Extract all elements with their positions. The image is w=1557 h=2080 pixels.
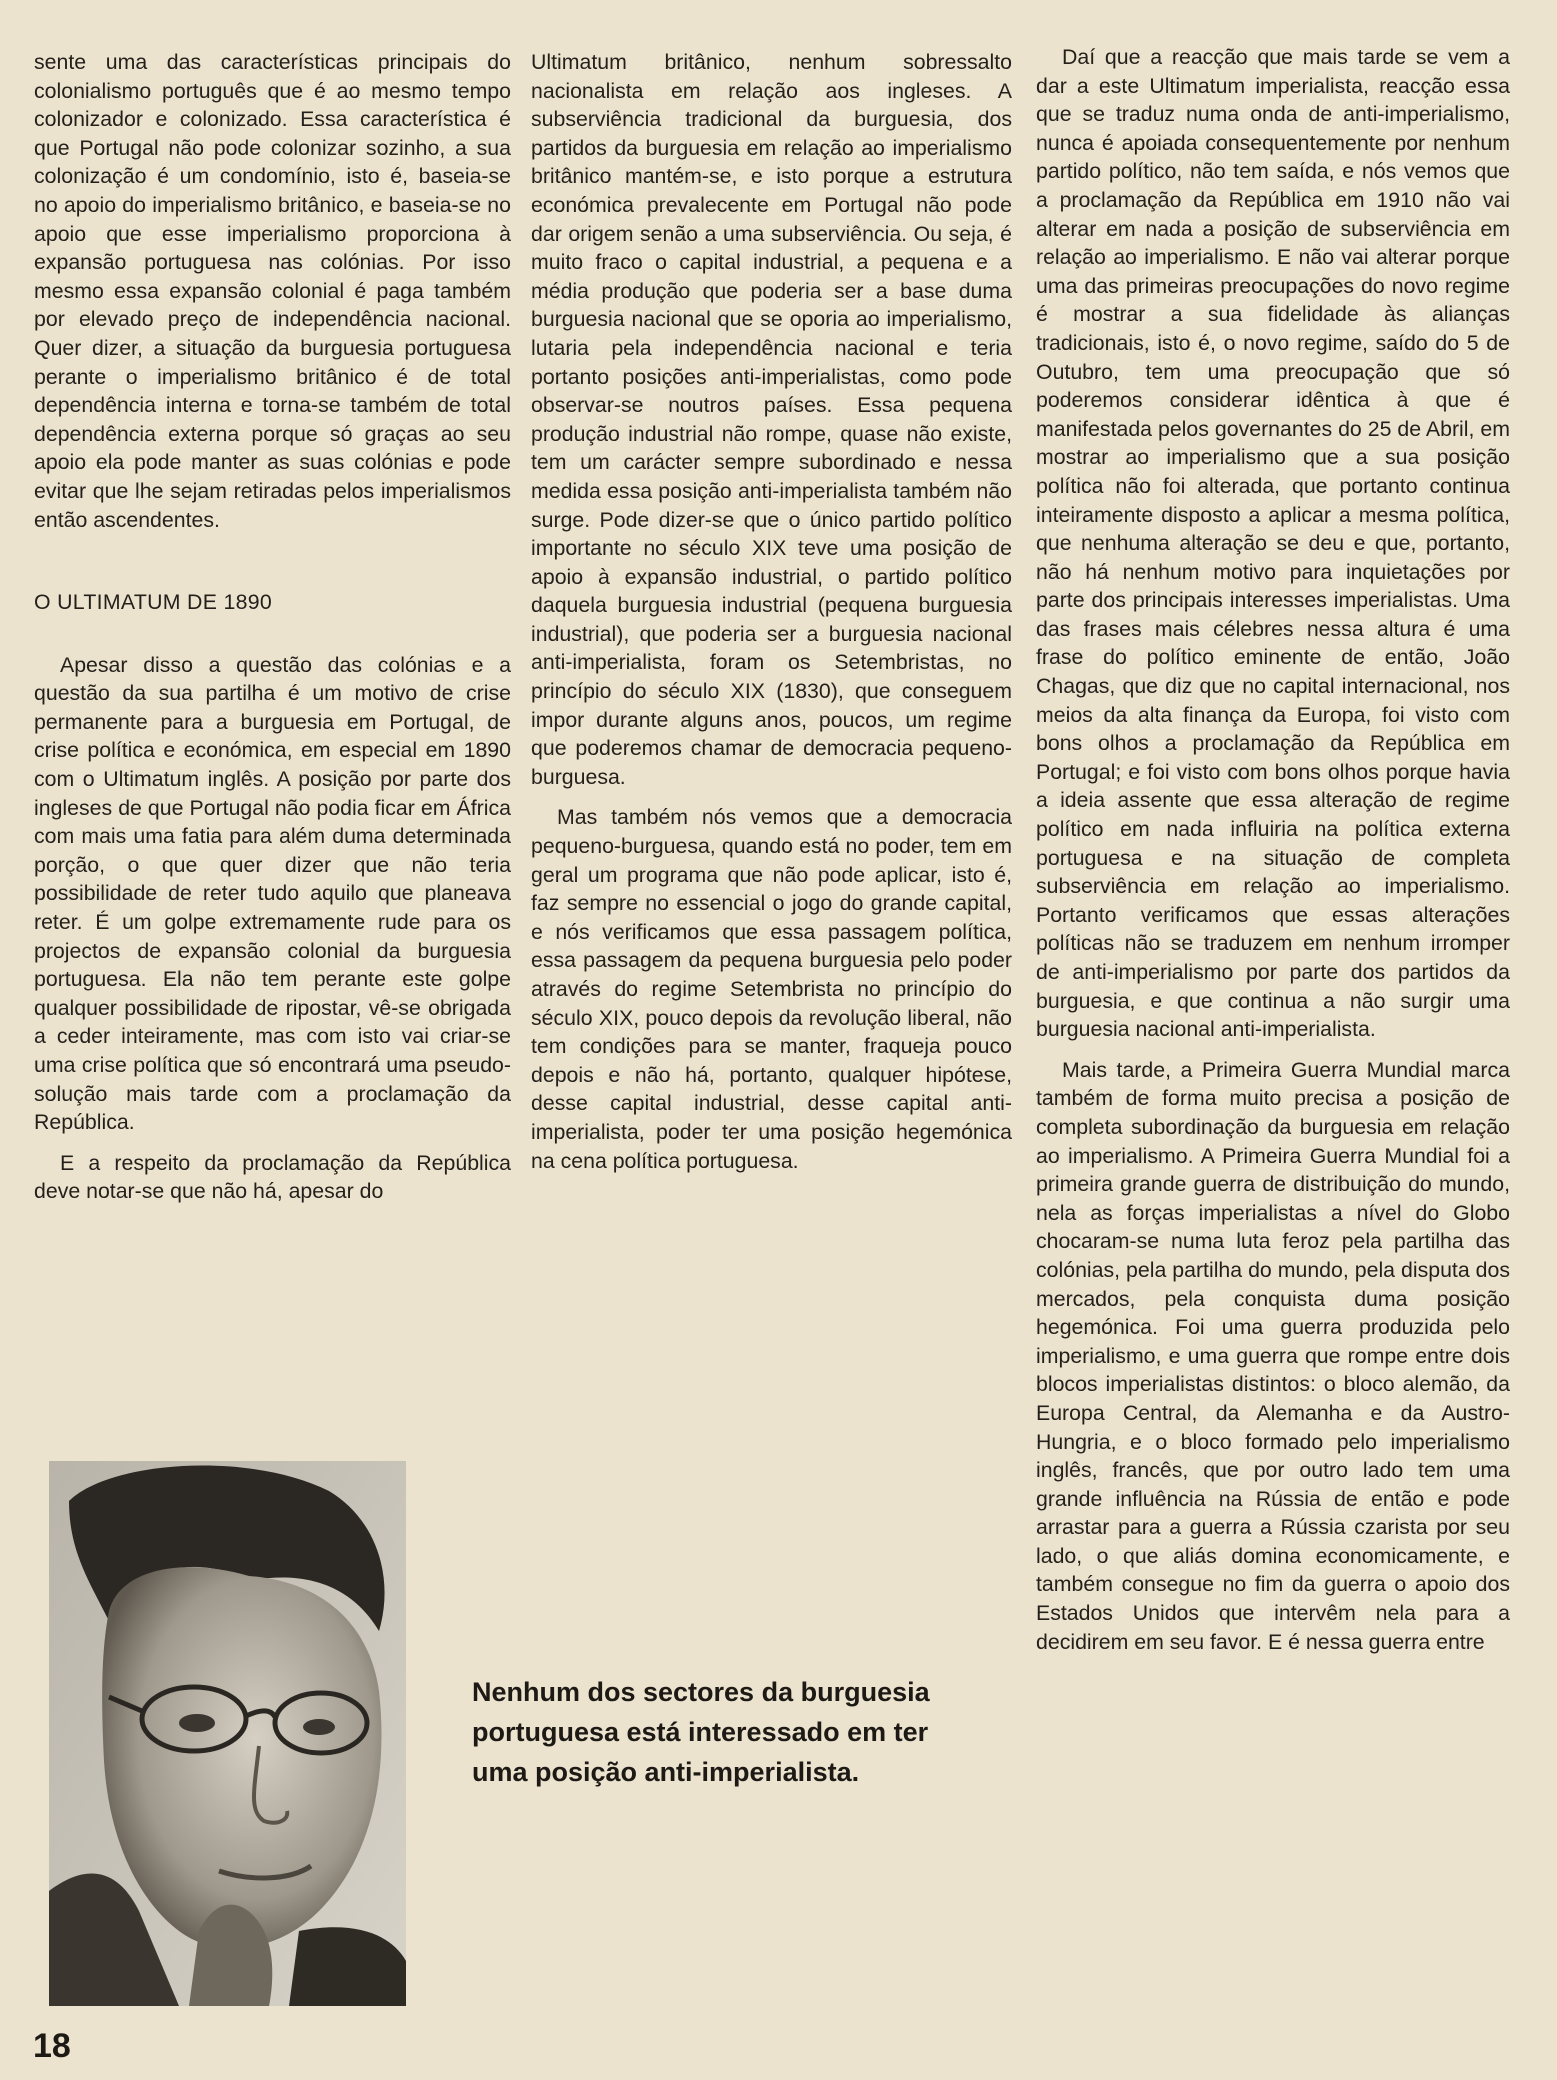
paragraph: Ultimatum britânico, nenhum sobressalto nacionalista em relação aos ingleses. A subserviência tradicional da burguesia, dos partidos da burguesia em relação ao imperialismo britânico mantém-se, e isto porque a estrutura económica prevalecente em Portugal não pode dar origem senão a uma subserviência. Ou seja, é muito fraco o capital industrial, a pequena e a média produção que poderia ser a base duma burguesia nacional que se oporia ao imperialismo, lutaria pela independência nacional e teria portanto posições anti-imperialistas, como pode observar-se noutros países. Essa pequena produção industrial não rompe, quase não existe, tem um carácter sempre subordinado e nessa medida essa posição anti-imperialista também não surge. Pode dizer-se que o único partido político importante no século XIX teve uma posição de apoio à expansão industrial, o partido político daquela burguesia industrial (pequena burguesia industrial), que poderia ser a burguesia nacional anti-imperialista, foram os Setembristas, no princípio do século XIX (1830), que conseguem impor durante alguns anos, poucos, um regime que poderemos chamar de democracia pequeno-burguesa. xyxy=(531,50,1012,789)
pull-quote: Nenhum dos sectores da burguesia portuguesa está interessado em ter uma posição anti-imperialista. xyxy=(472,1677,930,1787)
section-heading: O ULTIMATUM DE 1890 xyxy=(34,590,273,615)
paragraph: Mas também nós vemos que a democracia pequeno-burguesa, quando está no poder, tem em geral um programa que não pode aplicar, isto é, faz sempre no essencial o jogo do grande capital, e nós verificamos que essa passagem política, essa passagem da pequena burguesia pelo poder através do regime Setembrista no princípio do século XIX, pouco depois da revolução liberal, não tem condições para se manter, fraqueja pouco depois e não há, portanto, qualquer hipótese, desse capital industrial, desse capital anti-imperialista, poder ter uma posição hegemónica na cena política portuguesa. xyxy=(531,805,1012,1173)
portrait-photo xyxy=(49,1461,406,2006)
paragraph: Apesar disso a questão das colónias e a questão da sua partilha é um motivo de crise permanente para a burguesia em Portugal, de crise política e económica, em especial em 1890 com o Ultimatum inglês. A posição por parte dos ingleses de que Portugal não podia ficar em África com mais uma fatia para além duma determinada porção, o que quer dizer que não teria possibilidade de reter tudo aquilo que planeava reter. É um golpe extremamente rude para os projectos de expansão colonial da burguesia portuguesa. Ela não tem perante este golpe qualquer possibilidade de ripostar, vê-se obrigada a ceder inteiramente, mas com isto vai criar-se uma crise política que só encontrará uma pseudo-solução mais tarde com a proclamação da República. xyxy=(34,652,511,1135)
paragraph: E a respeito da proclamação da República deve notar-se que não há, apesar do xyxy=(34,1150,511,1204)
page-number: 18 xyxy=(33,2027,71,2065)
text-column-3 xyxy=(1036,43,1510,1668)
paragraph: sente uma das características principais do colonialismo português que é ao mesmo tempo colonizador e colonizado. Essa característica é que Portugal não pode colonizar sozinho, a sua colonização é um condomínio, isto é, baseia-se no apoio do imperialismo britânico, e baseia-se no apoio que esse imperialismo proporciona à expansão portuguesa nas colónias. Por isso mesmo essa expansão colonial é paga também por elevado preço de independência nacional. Quer dizer, a situação da burguesia portuguesa perante o imperialismo britânico é de total dependência interna e torna-se também de total dependência externa porque só graças ao seu apoio ela pode manter as suas colónias e pode evitar que lhe sejam retiradas pelos imperialismos então ascendentes. xyxy=(34,50,511,532)
paragraph: Mais tarde, a Primeira Guerra Mundial marca também de forma muito precisa a posição de completa subordinação da burguesia em relação ao imperialismo. A Primeira Guerra Mundial foi a primeira grande guerra de distribuição do mundo, nela as forças imperialistas a nível do Globo chocaram-se numa luta feroz pela partilha das colónias, pela partilha do mundo, pela disputa dos mercados, pela conquista duma posição hegemónica. Foi uma guerra produzida pelo imperialismo, e uma guerra que rompe entre dois blocos imperialistas distintos: o bloco alemão, da Europa Central, da Alemanha e da Austro-Hungria, e o bloco formado pelo imperialismo inglês, francês, que por outro lado tem uma grande influência na Rússia de então e pode arrastar para a guerra a Rússia czarista por seu lado, o que aliás domina economicamente, e também consegue no fim da guerra o apoio dos Estados Unidos que intervêm nela para a decidirem em seu favor. E é nessa guerra entre xyxy=(1036,1057,1510,1654)
text-column-2 xyxy=(531,48,1012,1187)
paragraph: Daí que a reacção que mais tarde se vem a dar a este Ultimatum imperialista, reacção essa que se traduz numa onda de anti-imperialismo, nunca é apoiada consequentemente por nenhum partido político, não tem saída, e nós vemos que a proclamação da República em 1910 não vai alterar em nada a posição de subserviência em relação ao imperialismo. E não vai alterar porque uma das primeiras preocupações do novo regime é mostrar a sua fidelidade às alianças tradicionais, isto é, o novo regime, saído do 5 de Outubro, tem uma preocupação que só poderemos considerar idêntica à que é manifestada pelos governantes do 25 de Abril, em mostrar ao imperialismo que a sua posição política não foi alterada, que portanto continua inteiramente disposto a aplicar a mesma política, que nenhuma alteração se deu e que, portanto, não há nenhum motivo para inquietações por parte dos principais interesses imperialistas. Uma das frases mais célebres nessa altura é uma frase do político eminente de então, João Chagas, que diz que no capital internacional, nos meios da alta finança da Europa, foi visto com bons olhos a proclamação da República em Portugal; e foi visto com bons olhos porque havia a ideia assente que essa alteração de regime político em nada influiria na política externa portuguesa e na situação de completa subserviência em relação ao imperialismo. Portanto verificamos que essas alterações políticas não se traduzem em nenhum irromper de anti-imperialismo por parte dos partidos da burguesia, e que continua a não surgir uma burguesia nacional anti-imperialista. xyxy=(1036,45,1510,1042)
text-column-1 xyxy=(34,48,511,1218)
